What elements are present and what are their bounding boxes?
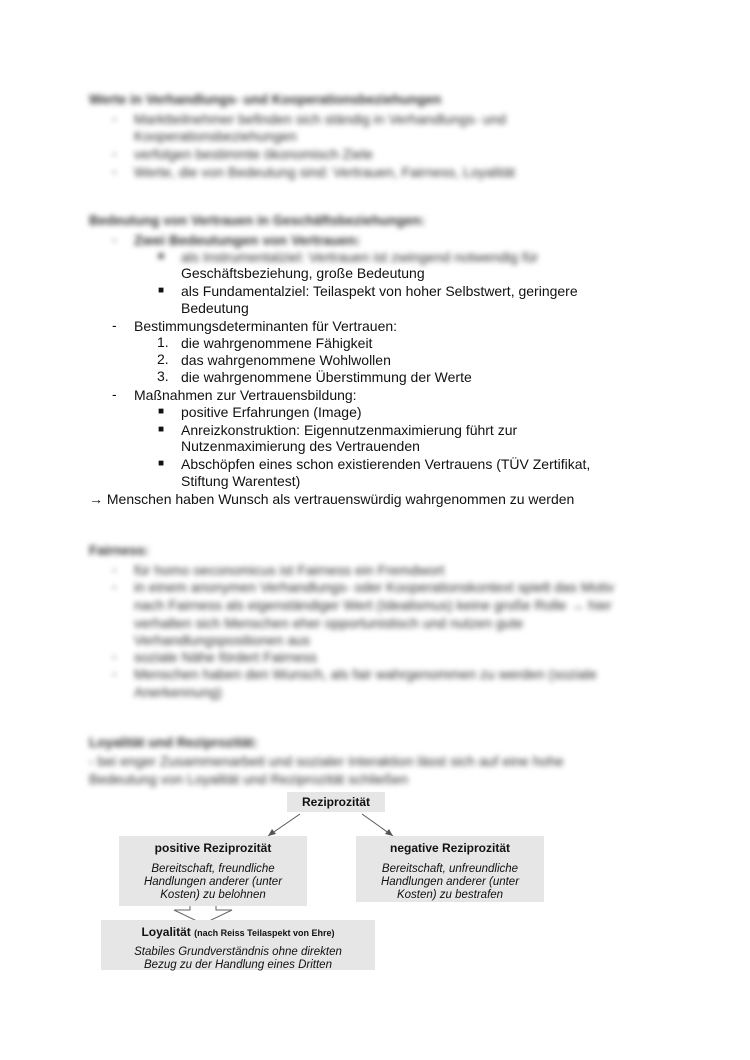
list-item: Stiftung Warentest) (181, 473, 301, 489)
list-item: Maßnahmen zur Vertrauensbildung: (134, 387, 357, 403)
paragraph-line: Bedeutung von Loyalität und Reziprozität schließen (89, 771, 409, 787)
list-item: in einem anonymen Verhandlungs- oder Kooperationskontext spielt das Motiv (134, 579, 615, 595)
box-text-line: Kosten) zu bestrafen (396, 889, 504, 901)
section-heading: Loyalität und Reziprozität: (89, 735, 258, 750)
section-heading: Fairness: (89, 543, 150, 558)
negative-reciprocity-box (356, 836, 544, 902)
arrow-head-left (268, 829, 276, 836)
loyalty-box (101, 920, 375, 970)
list-item: als Instrumentalziel: Vertrauen ist zwingend notwendig für (181, 249, 539, 265)
list-item: positive Erfahrungen (Image) (181, 404, 362, 420)
loyalty-note: (nach Reiss Teilaspekt von Ehre) (194, 928, 335, 938)
list-item: Anreizkonstruktion: Eigennutzenmaximierung führt zur (181, 422, 518, 438)
list-item: das wahrgenommene Wohlwollen (181, 352, 391, 368)
list-item: für homo oeconomicus ist Fairness ein Fremdwort (134, 562, 445, 578)
box-text-line: Handlungen anderer (unter (143, 876, 283, 888)
loyalty-title-row (101, 926, 375, 940)
section-heading: Werte in Verhandlungs- und Kooperationsbeziehungen (89, 92, 442, 107)
box-text-line: Bereitschaft, unfreundliche (381, 863, 519, 875)
positive-reciprocity-title: positive Reziprozität (154, 841, 272, 855)
section-heading: Bedeutung von Vertrauen in Geschäftsbeziehungen: (89, 213, 426, 228)
loyalty-title: Loyalität (141, 925, 191, 939)
document-page: Werte in Verhandlungs- und Kooperationsbeziehungen - Marktteilnehmer befinden sich ständig in Verhandlungs- und Kooperationsbeziehungen - verfolgen bestimmte ökonomisch Ziele - Werte, die von Bedeutung sind: Vertrauen, Fairness, Loyalität Bedeutung von Vertrauen in Geschäftsbeziehungen: - Zwei Bedeutungen von Vertrauen: ■ als Instrumentalziel: Vertrauen ist zwingend notwendig für Geschäftsbeziehung, große Bedeutung ■ als Fundamentalziel: Teilaspekt von hoher Selbstwert, geringere Bedeutung - Bestimmungsdeterminanten für Vertrauen: 1. die wahrgenommene Fähigkeit 2. das wahrgenommene Wohlwollen 3. die wahrgenommene Überstimmung der Werte - Maßnahmen zur Vertrauensbildung: ■ positive Erfahrungen (Image) ■ Anreizkonstruktion: Eigennutzenmaximierung führt zur Nutzenmaximierung des Vertrauenden ■ Abschöpfen eines schon existierenden Vertrauens (TÜV Zertifikat, Stiftung Warentest) → Menschen haben Wunsch als vertrauenswürdig wahrgenommen zu werden Fairness: - für homo oeconomicus ist Fairness ein Fremdwort - in einem anonymen Verhandlungs- oder Kooperationskontext spielt das Motiv nach Fairness als eigenständiger Wert (Idealismus) keine große Rolle → hier verhalten sich Menschen eher opportunistisch und nutzen gute Verhandlungspositionen aus - soziale Nähe fördert Fairness - Menschen haben den Wunsch, als fair wahrgenommen zu werden (soziale Anerkennung) Loyalität und Reziprozität: - bei enger Zusammenarbeit und sozialer Interaktion lässt sich auf eine hohe Bedeutung von Loyalität und Reziprozität schließen Reziprozität positive Reziprozität Bereitschaft, freundliche Handlungen anderer (unter Kosten) zu belohnen negative Reziprozität Bereitschaft, unfreundliche Handlungen anderer (unter Kosten) zu bestrafen Loyalität (nach Reiss Teilaspekt von Ehre) Stabiles Grundverständnis ohne direkten Bezug zu der Handlung eines Dritten (0, 0, 750, 1060)
list-item: Anerkennung) (134, 684, 222, 700)
box-text-line: Handlungen anderer (unter (380, 876, 520, 888)
arrow-head-right (385, 829, 393, 836)
list-item: soziale Nähe fördert Fairness (134, 649, 317, 665)
list-item: Bedeutung (181, 300, 249, 316)
list-item: Nutzenmaximierung des Vertrauenden (181, 438, 420, 454)
list-item: Geschäftsbeziehung, große Bedeutung (181, 265, 425, 281)
list-item: die wahrgenommene Fähigkeit (181, 335, 373, 351)
list-item: Verhandlungspositionen aus (134, 632, 310, 648)
list-item: Bestimmungsdeterminanten für Vertrauen: (134, 318, 398, 334)
list-item: Abschöpfen eines schon existierenden Vertrauens (TÜV Zertifikat, (181, 456, 591, 472)
negative-reciprocity-title: negative Reziprozität (389, 841, 511, 855)
list-item: Zwei Bedeutungen von Vertrauen: (134, 232, 361, 248)
list-item: Marktteilnehmer befinden sich ständig in Verhandlungs- und (134, 111, 507, 127)
list-item: Kooperationsbeziehungen (134, 128, 297, 144)
list-item: die wahrgenommene Überstimmung der Werte (181, 369, 472, 385)
list-item: verhalten sich Menschen eher opportunistisch und nutzen gute (134, 615, 524, 631)
positive-reciprocity-box (119, 836, 307, 906)
list-item: als Fundamentalziel: Teilaspekt von hoher Selbstwert, geringere (181, 283, 578, 299)
diagram-root-node: Reziprozität (287, 792, 385, 812)
list-item: Werte, die von Bedeutung sind: Vertrauen, Fairness, Loyalität (134, 164, 516, 180)
box-text-line: Stabiles Grundverständnis ohne direkten (134, 946, 342, 958)
box-text-line: Bezug zu der Handlung eines Dritten (144, 959, 332, 971)
box-text-line: Kosten) zu belohnen (160, 889, 266, 901)
list-item: verfolgen bestimmte ökonomisch Ziele (134, 146, 373, 162)
paragraph-line: - bei enger Zusammenarbeit und sozialer Interaktion lässt sich auf eine hohe (89, 753, 564, 769)
box-text-line: Bereitschaft, freundliche (151, 863, 275, 875)
list-item: nach Fairness als eigenständiger Wert (Idealismus) keine große Rolle → hier (134, 597, 612, 613)
list-item: Menschen haben den Wunsch, als fair wahrgenommen zu werden (soziale (134, 666, 597, 682)
conclusion-text: → Menschen haben Wunsch als vertrauenswürdig wahrgenommen zu werden (89, 491, 575, 507)
